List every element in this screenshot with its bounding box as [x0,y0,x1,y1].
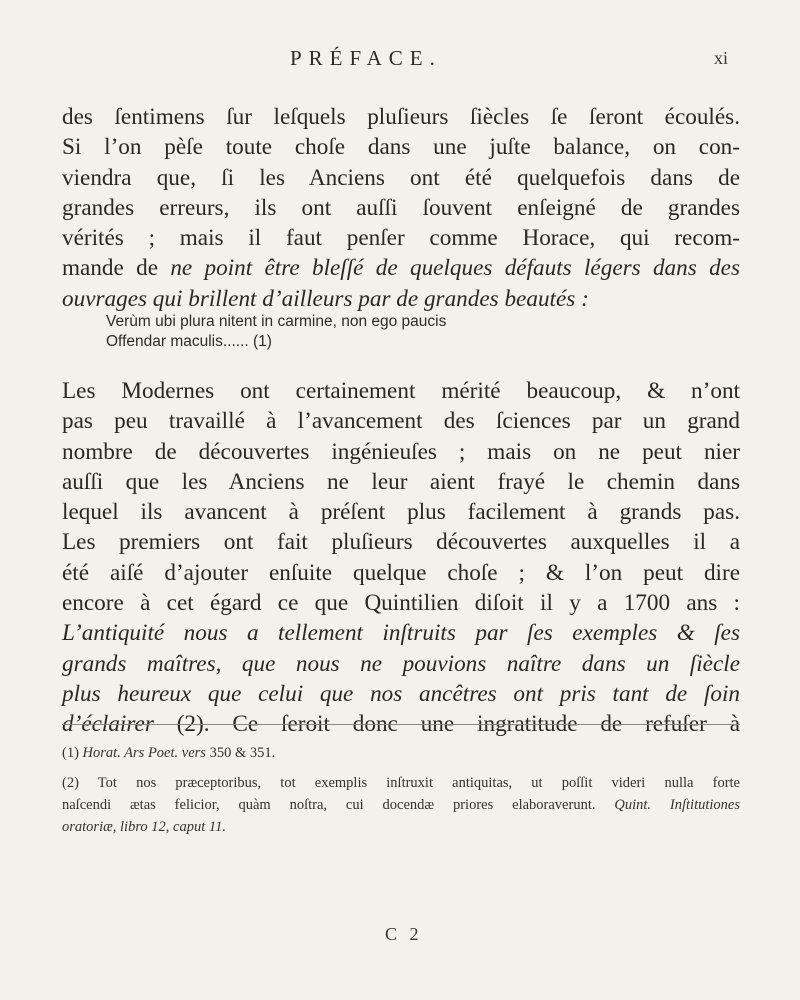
text-run: mande de [62,255,171,282]
text-line [62,618,740,648]
footnote-text: 350 & 351. [209,745,276,761]
running-header [0,46,800,76]
italic-run: L’antiquité nous a tellement inſtruits par ſes exemples & ſes [62,620,740,647]
footnote-2-line [62,794,740,816]
paragraph-1 [62,102,740,314]
footnote-source: oratoriæ, libro 12, caput 11. [62,819,226,835]
text-line: été aiſé d’ajouter enſuite quelque choſe ; & l’on peut dire [62,559,740,586]
text-line [62,649,740,679]
footnote-marker: (1) [62,745,79,761]
text-line: nombre de découvertes ingénieuſes ; mais on ne peut nier [62,438,740,465]
page-number: xi [713,48,728,68]
italic-run: d’éclairer [62,711,154,738]
footnote-source: Horat. Ars Poet. vers [82,745,206,761]
text-line: Si l’on pèſe toute choſe dans une juſte balance, on con- [62,134,740,161]
text-line: Les Modernes ont certainement mérité beaucoup, & n’ont [62,378,740,404]
footnote-2-line: (2) Tot nos præceptoribus, tot exemplis inſtruxit antiquitas, ut poſſit videri nulla forte [62,775,740,791]
italic-run: ne point être bleſſé de quelques défauts légers dans des [170,255,740,282]
italic-run: ouvrages qui brillent d’ailleurs par de grandes beautés : [62,285,589,312]
text-line [62,679,740,709]
text-line: viendra que, ſi les Anciens ont été quelquefois dans de [62,164,740,191]
footnote-2-line [62,816,740,838]
quote-line: Verùm ubi plura nitent in carmine, non ego paucis [106,313,447,330]
footnote-1 [62,742,740,764]
paragraph-2 [62,376,740,740]
horace-quotation [106,312,446,352]
text-line: pas peu travaillé à l’avancement des ſciences par un grand [62,408,740,435]
italic-run: plus heureux que celui que nos ancêtres ont pris tant de ſoin [62,680,740,707]
text-line [62,253,740,283]
footnote-divider [62,724,740,725]
footnote-text: naſcendi ætas felicior, quàm noſtra, cui docendæ priores elaboraverunt. [62,797,596,813]
text-line: Les premiers ont fait pluſieurs découvertes auxquelles il a [62,529,740,556]
text-line: vérités ; mais il faut penſer comme Horace, qui recom- [62,225,740,252]
text-line: lequel ils avancent à préſent plus facilement à grands pas. [62,499,740,526]
text-run: (2). Ce ſeroit donc une ingratitude de refuſer à [153,711,740,738]
text-line: encore à cet égard ce que Quintilien diſoit il y a 1700 ans : [62,590,740,617]
text-line: des ſentimens ſur leſquels pluſieurs ſiècles ſe ſeront écoulés. [62,104,740,130]
signature-mark: C 2 [385,924,423,944]
text-line: grandes erreurs, ils ont auſſi ſouvent enſeigné de grandes [62,194,740,221]
text-line [62,284,740,314]
text-line: auſſi que les Anciens ne leur aient frayé le chemin dans [62,468,740,495]
footnotes [62,742,740,838]
quote-line: Offendar maculis...... (1) [106,333,272,350]
running-title: PRÉFACE. [290,46,442,70]
footnote-source: Quint. Inſtitutiones [614,797,741,813]
italic-run: grands maîtres, que nous ne pouvions naître dans un ſiècle [62,650,740,677]
